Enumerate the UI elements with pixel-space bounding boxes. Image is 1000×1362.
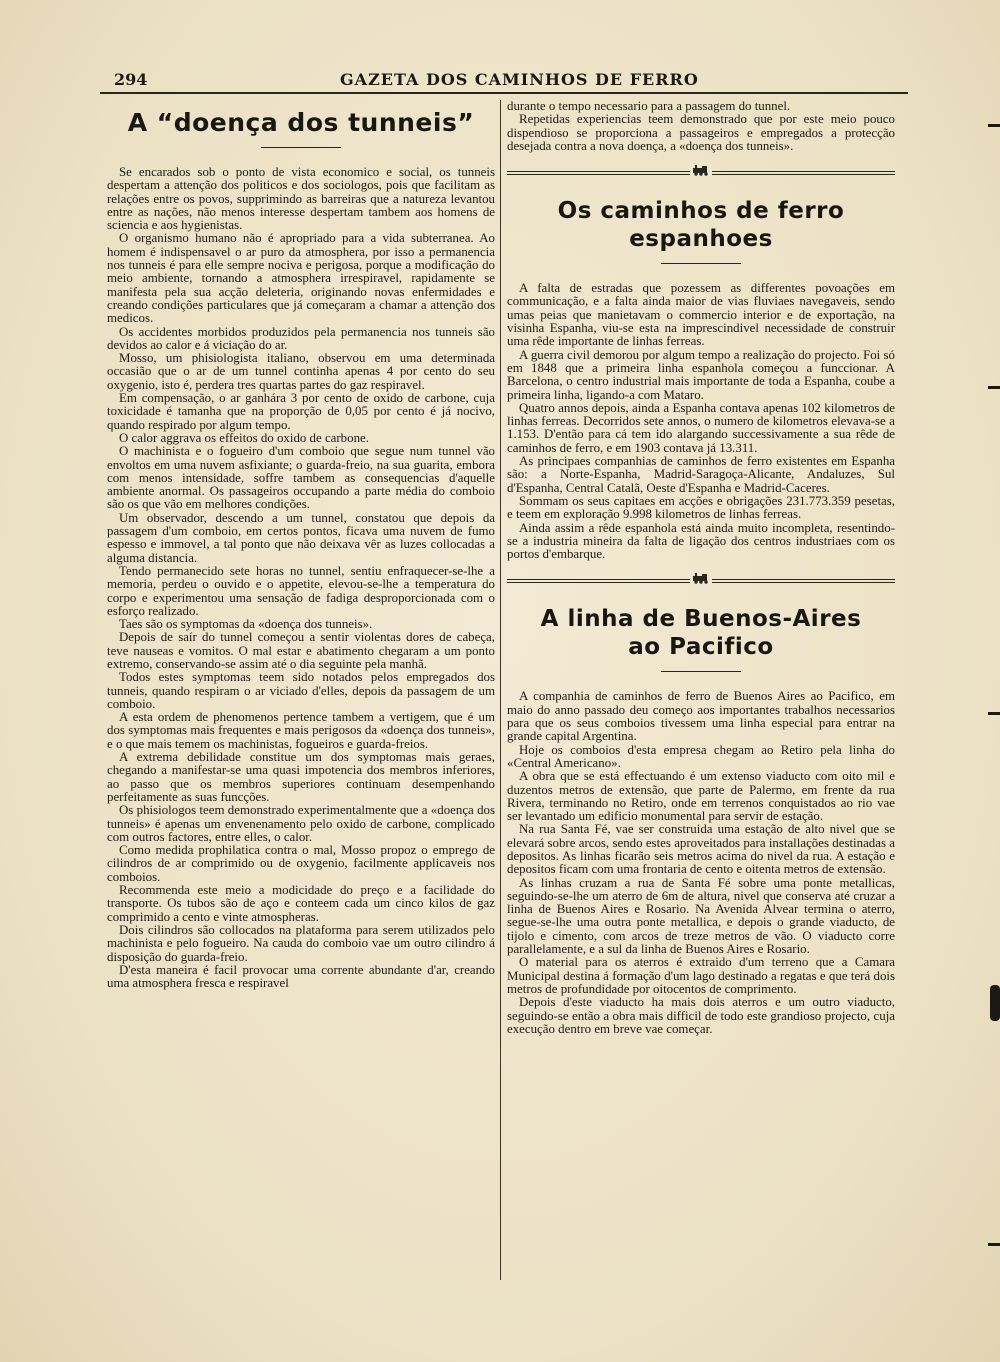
title-line: Os caminhos de ferro (557, 198, 845, 225)
article-title-tunnels: A “doença dos tunneis” (127, 108, 475, 137)
paragraph: D'esta maneira é facil provocar uma corrente abundante d'ar, creando uma atmosphera fresca e respiravel (107, 962, 495, 991)
paragraph: A falta de estradas que pozessem as differentes povoações em communicação, e a falta ainda maior de vias fluviaes navegaveis, sendo umas peias que manietavam o commercio interior e de exportação, na visinha Espanha, viu-se esta na imprescindivel necessidade de construir uma rêde importante de linhas ferreas. (507, 281, 895, 349)
paragraph: Na rua Santa Fé, vae ser construida uma estação de alto nivel que se elevará sobre arcos, sendo estes aproveitados para installações destinadas a depositos. As linhas ficarão seis metros acima do nivel da rua. A estação e depositos ficam com uma frontaria de cento e oitenta metros de extensão. (507, 822, 895, 877)
paragraph: A companhia de caminhos de ferro de Buenos Aires ao Pacifico, em maio do anno passado deu começo aos importantes trabalhos necessarios para que os seus comboios tivessem uma linha especial para entrar na grande capital Argentina. (507, 689, 895, 744)
article-title-spanish-railways (507, 197, 895, 253)
paragraph: O organismo humano não é apropriado para a vida subterranea. Ao homem é indispensavel o ar puro da atmosphera, por isso a permanencia nos tunneis é para elle sempre nociva e perigosa, porque a modificação do meio ambiente, tornando a atmosphera irrespiravel, rapidamente se manifesta pela sua acção deleteria, originando novas enfermidades e creando condições particulares que já começaram a chamar a attenção dos medicos. (107, 231, 495, 326)
title-rule (661, 671, 741, 672)
paragraph: Os phisiologos teem demonstrado experimentalmente que a «doença dos tunneis» é apenas um envenenamento pelo oxido de carbone, complicado com outros factores, entre elles, o calor. (107, 803, 495, 844)
paragraph: A guerra civil demorou por algum tempo a realização do projecto. Foi só em 1848 que a primeira linha espanhola começou a funccionar. A Barcelona, o centro industrial mais importante de toda a Espanha, coube a primeira linha, ligando-a com Mataro. (507, 347, 895, 402)
paragraph: Depois de saír do tunnel começou a sentir violentas dores de cabeça, teve nauseas e vomitos. O mal estar e abatimento chegaram a um ponto extremo, conservando-se assim até o dia seguinte pela manhã. (107, 630, 495, 671)
paragraph: Depois d'este viaducto ha mais dois aterros e um outro viaducto, seguindo-se então a obra mais difficil de todo este grandioso projecto, cuja execução dentro em breve vae começar. (507, 995, 895, 1036)
paragraph: O material para os aterros é extraido d'um terreno que a Camara Municipal destina á formação d'um lago destinado a regatas e que terá dois metros de profundidade por oitocentos de comprimento. (507, 955, 895, 996)
section-separator (507, 163, 895, 187)
paragraph: As principaes companhias de caminhos de ferro existentes em Espanha são: a Norte-Espanha, Madrid-Saragoça-Alicante, Andaluzes, Sul d'Espanha, Central Catalã, Oeste d'Espanha e Madrid-Caceres. (507, 454, 895, 495)
locomotive-icon (690, 573, 712, 585)
margin-mark (988, 1243, 1000, 1246)
title-line: espanhoes (629, 226, 773, 253)
paragraph: Mosso, um phisiologista italiano, observou em uma determinada occasião que o ar de um tunnel continha apenas 4 por cento do seu oxygenio, isto é, perdera tres quartas partes do gaz respiravel. (107, 351, 495, 392)
journal-title: GAZETA DOS CAMINHOS DE FERRO (340, 70, 699, 89)
paragraph: Tendo permanecido sete horas no tunnel, sentiu enfraquecer-se-lhe a memoria, perdeu o ouvido e o appetite, elevou-se-lhe a temperatura do corpo e experimentou uma sensação de fadiga desproporcionada com o esforço realizado. (107, 563, 495, 618)
paragraph: Taes são os symptomas da «doença dos tunneis». (119, 617, 373, 632)
paragraph: A extrema debilidade constitue um dos symptomas mais geraes, chegando a manifestar-se uma quasi impotencia dos membros inferiores, ao passo que os membros superiores continuam desempenhando perfeitamente as suas funcções. (107, 750, 495, 804)
paragraph: Os accidentes morbidos produzidos pela permanencia nos tunneis são devidos ao calor e á viciação do ar. (107, 324, 495, 352)
paragraph: Hoje os comboios d'esta empresa chegam ao Retiro pela linha do «Central Americano». (507, 742, 895, 770)
article-body-tunnels (107, 166, 495, 990)
paragraph: O calor aggrava os effeitos do oxido de carbone. (119, 430, 369, 445)
title-rule (661, 263, 741, 264)
column-divider (500, 100, 501, 1280)
page-number: 294 (114, 70, 148, 89)
article-title-buenos-aires (507, 605, 895, 661)
article-continuation-tunnels (507, 100, 895, 153)
title-line: A linha de Buenos-Aires (540, 606, 862, 633)
page-header (100, 68, 908, 94)
left-column (107, 100, 495, 990)
paragraph: Sommam os seus capitaes em acções e obrigações 231.773.359 pesetas, e teem em exploração 9.998 kilometros de linhas ferreas. (507, 493, 895, 522)
margin-mark (988, 712, 1000, 715)
paragraph: Recommenda este meio a modicidade do preço e a facilidade do transporte. Os tubos são de aço e conteem cada um cinco kilos de gaz comprimido a cento e vinte atmospheras. (107, 883, 495, 924)
locomotive-icon (690, 165, 712, 177)
paragraph: A esta ordem de phenomenos pertence tambem a vertigem, que é um dos symptomas mais frequentes e mais perigosos da «doença dos tunneis», e o que mais temem os machinistas, fogueiros e guarda-freios. (107, 710, 495, 751)
paragraph: Repetidas experiencias teem demonstrado que por este meio pouco dispendioso se proporciona a passageiros e empregados a protecção desejada contra a nova doença, a «doença dos tunneis». (507, 112, 895, 153)
paragraph: A obra que se está effectuando é um extenso viaducto com oito mil e duzentos metros de extensão, que parte de Palermo, em frente da rua Rivera, terminando no Retiro, onde em terrenos conquistados ao rio vae ser levantado um edificio monumental para servir de estação. (507, 769, 895, 824)
margin-mark (988, 124, 1000, 127)
margin-mark (988, 386, 1000, 389)
paragraph: Ainda assim a rêde espanhola está ainda muito incompleta, resentindo-se a industria mineira da falta de ligação dos centros industriaes com os portos d'embarque. (507, 520, 895, 562)
article-body-buenos-aires (507, 690, 895, 1036)
paragraph: As linhas cruzam a rua de Santa Fé sobre uma ponte metallicas, seguindo-se-lhe um aterro de 6m de altura, nivel que conserva até cruzar a linha de Buenos Aires e Rosario. Na Avenida Alvear termina o aterro, segue-se-lhe uma outra ponte metallica, e depois o grande viaducto, de tijolo e cimento, com arcos de treze metros de vão. O viaducto corre parallelamente, e a sul da linha de Buenos Aires e Rosario. (507, 875, 895, 957)
article-body-spanish-railways (507, 282, 895, 561)
paragraph: Dois cilindros são collocados na plataforma para serem utilizados pelo machinista e pelo fogueiro. Na cauda do comboio vae um outro cilindro á disposição do guarda-freio. (107, 922, 495, 964)
paragraph: Todos estes symptomas teem sido notados pelos empregados dos tunneis, quando respiram o ar viciado d'elles, depois da passagem de um comboio. (107, 670, 495, 711)
paragraph: Se encarados sob o ponto de vista economico e social, os tunneis despertam a attenção dos politicos e dos sociologos, pois que facilitam as relações entre os povos, supprimindo as barreiras que a natureza levantou entre as nações, não menos interesse despertam tambem aos homens de sciencia e aos hygienistas. (107, 165, 495, 233)
paragraph: durante o tempo necessario para a passagem do tunnel. (507, 99, 791, 113)
paragraph: Em compensação, o ar ganhára 3 por cento de oxido de carbone, cuja toxicidade é tamanha que na proporção de 0,05 por cento é já nocivo, quando respirado por algum tempo. (107, 391, 495, 432)
paragraph: Quatro annos depois, ainda a Espanha contava apenas 102 kilometros de linhas ferreas. Decorridos sete annos, o numero de kilometros elevava-se a 1.153. D'então para cá tem ido alargando successivamente a sua rêde de caminhos de ferro, e em 1903 contava já 13.311. (507, 400, 895, 455)
title-rule (261, 147, 341, 148)
title-line: ao Pacifico (628, 634, 774, 661)
margin-mark (990, 985, 1000, 1021)
section-separator (507, 571, 895, 595)
right-column (507, 100, 895, 1036)
paragraph: Como medida prophilatica contra o mal, Mosso propoz o emprego de cilindros de ar comprimido ou de oxygenio, facilmente applicaveis nos comboios. (107, 843, 495, 884)
paragraph: O machinista e o fogueiro d'um comboio que segue num tunnel vão envoltos em uma nuvem asfixiante; o guarda-freio, na sua guarita, embora com menos intensidade, soffre tambem as consequencias d'aquelle ambiente anormal. Os passageiros occupando a parte média do comboio são os que vão em melhores condições. (107, 444, 495, 512)
paragraph: Um observador, descendo a um tunnel, constatou que depois da passagem d'um comboio, em certos pontos, ficava uma nuvem de fumo espesso e immovel, a tal ponto que não deixava vêr as luzes collocadas a alguma distancia. (107, 510, 495, 565)
